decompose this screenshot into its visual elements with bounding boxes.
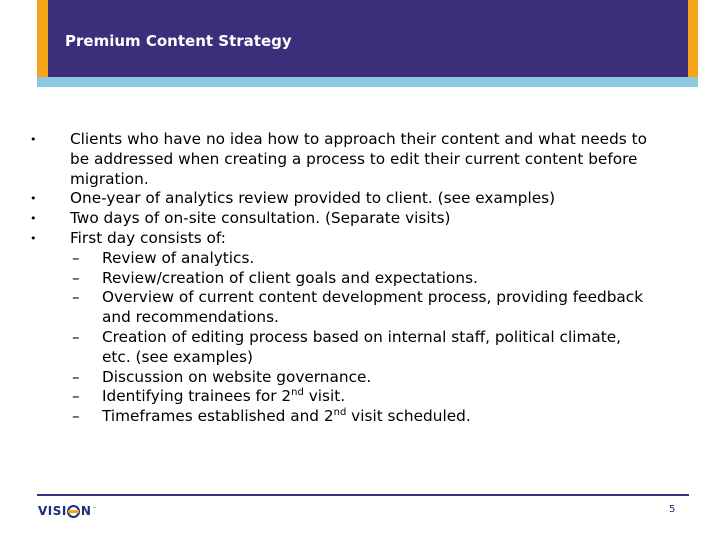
sub-bullet-text [102,387,345,405]
sub-bullet-text: Review/creation of client goals and expectations. [102,268,478,287]
sub-bullet-text: Creation of editing process based on internal staff, political climate, etc. (see examples) [102,327,622,366]
dash-mark: – [72,248,80,267]
dash-mark: – [72,288,80,307]
bullet-text: Two days of on-site consultation. (Separate visits) [70,209,451,228]
sub-bullet-text: Overview of current content development process, providing feedback and recommendations. [102,288,644,327]
dash-mark: – [72,327,80,346]
logo-text-start: VISI [38,504,67,518]
bullet-mark: • [30,231,37,245]
slide-body [30,130,650,427]
sub-bullet-text-start: Timeframes established and 2 [102,407,334,426]
bullet-text: Clients who have no idea how to approach their content and what needs to be addressed when creating a process to edit their current content before migration. [70,130,647,188]
sub-bullet-item [30,249,650,269]
page-number: 5 [669,504,676,515]
sub-bullet-text: Discussion on website governance. [102,367,372,386]
bullet-item [30,189,650,209]
sub-bullet-text-start: Identifying trainees for 2 [102,387,292,406]
logo-trademark: ™ [92,506,97,511]
sub-bullet-item [30,407,650,427]
dash-mark: – [72,268,80,287]
bullet-item [30,209,650,229]
bullet-mark: • [30,133,37,146]
sub-bullet-text [102,407,471,425]
bullet-text: First day consists of: [70,228,226,247]
ordinal-suffix: nd [333,407,347,419]
dash-mark: – [72,407,80,426]
sub-bullet-text-end: visit. [303,387,346,406]
bullet-item [30,130,650,189]
logo-text-end: N [80,504,92,518]
dash-mark: – [72,367,80,386]
footer-divider [37,494,689,496]
bullet-mark: • [30,192,37,206]
sub-bullet-text: Review of analytics. [102,248,255,267]
sub-bullet-item [30,269,650,289]
sub-bullet-item [30,328,650,368]
sub-bullet-text-end: visit scheduled. [346,407,471,426]
sub-bullet-item [30,387,650,407]
dash-mark: – [72,387,80,406]
sub-bullet-item [30,288,650,328]
slide-title: Premium Content Strategy [65,32,292,50]
ordinal-suffix: nd [291,387,304,399]
bullet-item [30,229,650,249]
bullet-text: One-year of analytics review provided to client. (see examples) [70,189,556,208]
vision-logo [38,503,96,519]
bullet-mark: • [30,212,37,226]
sub-bullet-item [30,368,650,388]
header-accent-blue [37,77,698,87]
logo-o-mark [67,505,80,518]
